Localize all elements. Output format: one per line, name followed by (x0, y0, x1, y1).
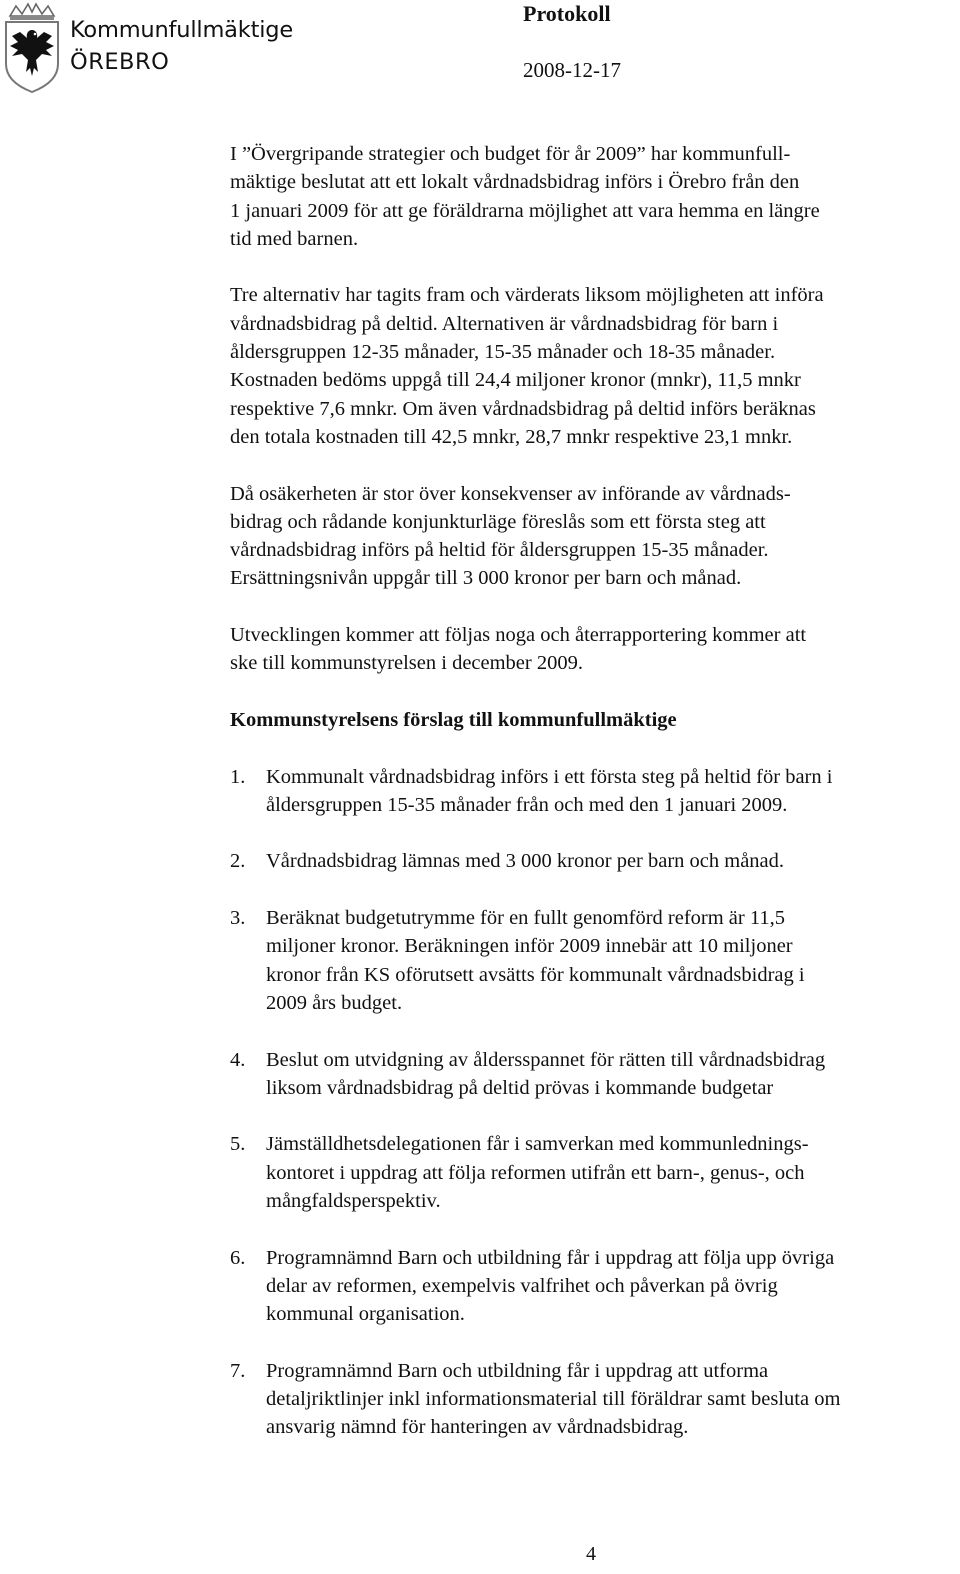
proposal-number: 5. (230, 1133, 246, 1156)
page-number: 4 (586, 1543, 596, 1565)
paragraph-alternatives: Tre alternativ har tagits fram och värderats liksom möjligheten att införa vårdnadsbidrag på deltid. Alternativen är vårdnadsbidrag för barn i åldersgruppen 12-35 månader, 15-35 månader och 18-35 månader. Kostnaden bedöms uppgå till 24,4 miljoner kronor (mnkr), 11,5 mnkr respektive 7,6 mnkr. Om även vårdnadsbidrag på deltid införs beräknas den totala kostnaden till 42,5 mnkr, 28,7 mnkr respektive 23,1 mnkr. (230, 284, 824, 448)
proposal-text: Beräknat budgetutrymme för en fullt genomförd reform är 11,5 miljoner kronor. Beräkningen inför 2009 innebär att 10 miljoner kronor från KS oförutsett avsätts för kommunalt vårdnadsbidrag i 2009 års budget. (266, 907, 805, 1014)
proposal-item (230, 763, 950, 820)
proposal-number: 3. (230, 907, 246, 930)
proposal-item (230, 847, 950, 875)
proposal-text: Kommunalt vårdnadsbidrag införs i ett första steg på heltid för barn i åldersgruppen 15-35 månader från och med den 1 januari 2009. (266, 765, 833, 816)
logo-title: Kommunfullmäktige (70, 17, 293, 43)
logo-city: ÖREBRO (70, 49, 170, 75)
proposal-text: Beslut om utvidgning av åldersspannet för rätten till vårdnadsbidrag liksom vårdnadsbidrag på deltid prövas i kommande budgetar (266, 1048, 826, 1099)
proposal-heading: Kommunstyrelsens förslag till kommunfullmäktige (230, 708, 677, 731)
coat-of-arms-icon (2, 2, 62, 94)
document-date: 2008-12-17 (523, 58, 621, 82)
paragraph-followup: Utvecklingen kommer att följas noga och återrapportering kommer att ske till kommunstyrelsen i december 2009. (230, 624, 807, 675)
document-type: Protokoll (523, 1, 611, 26)
proposal-text: Programnämnd Barn och utbildning får i uppdrag att följa upp övriga delar av reformen, exempelvis valfrihet och påverkan på övrig kommunal organisation. (266, 1246, 835, 1326)
proposal-text: Programnämnd Barn och utbildning får i uppdrag att utforma detaljriktlinjer inkl informationsmaterial till föräldrar samt besluta om ansvarig nämnd för hanteringen av vårdnadsbidrag. (266, 1359, 841, 1439)
proposal-item (230, 904, 950, 1017)
proposal-number: 4. (230, 1048, 246, 1071)
proposal-number: 1. (230, 765, 246, 788)
proposal-number: 2. (230, 850, 246, 873)
document-body (230, 140, 950, 1470)
proposal-number: 7. (230, 1359, 246, 1382)
proposal-text: Jämställdhetsdelegationen får i samverkan med kommunlednings- kontoret i uppdrag att följa reformen utifrån ett barn-, genus-, och mångfaldsperspektiv. (266, 1133, 809, 1212)
proposal-number: 6. (230, 1246, 246, 1269)
paragraph-recommendation: Då osäkerheten är stor över konsekvenser av införande av vårdnads- bidrag och rådande konjunkturläge föreslås som ett första steg att vårdnadsbidrag införs på heltid för åldersgruppen 15-35 månader. Ersättningsnivån uppgår till 3 000 kronor per barn och månad. (230, 482, 791, 590)
proposal-item (230, 1046, 950, 1103)
proposal-text: Vårdnadsbidrag lämnas med 3 000 kronor per barn och månad. (266, 850, 785, 873)
proposal-item (230, 1244, 950, 1329)
proposal-item (230, 1357, 950, 1442)
header-logo (0, 0, 320, 100)
proposal-item (230, 1130, 950, 1215)
proposal-list (230, 763, 950, 1442)
paragraph-intro: I ”Övergripande strategier och budget för år 2009” har kommunfull- mäktige beslutat att ett lokalt vårdnadsbidrag införs i Örebro från den 1 januari 2009 för att ge föräldrarna möjlighet att vara hemma en längre tid med barnen. (230, 143, 820, 250)
